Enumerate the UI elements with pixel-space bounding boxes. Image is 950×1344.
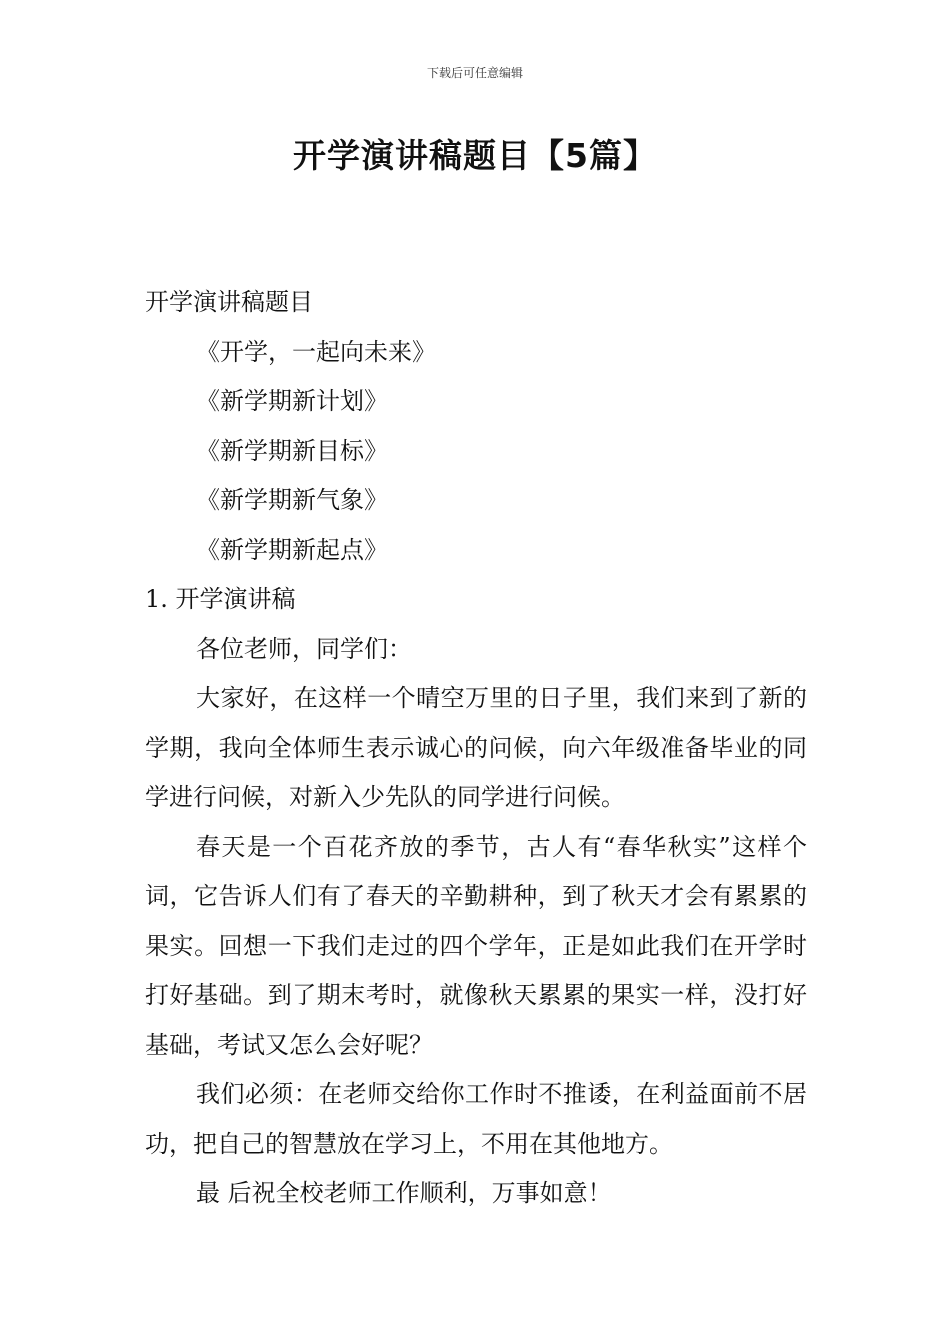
speech-heading: 1. 开学演讲稿 <box>145 585 296 613</box>
topic-item: 《新学期新起点》 <box>196 535 388 564</box>
greeting: 各位老师，同学们： <box>196 634 412 663</box>
paragraph: 春天是一个百花齐放的季节，古人有“春华秋实”这样个词，它告诉人们有了春天的辛勤耕种，到了秋天才会有累累的果实。回想一下我们走过的四个学年，正是如此我们在开学时打好基础。到了期末考时，就像秋天累累的果实一样，没打好基础，考试又怎么会好呢？ <box>145 832 807 1059</box>
topic-item: 《新学期新目标》 <box>196 436 388 465</box>
section-heading: 开学演讲稿题目 <box>145 288 313 316</box>
header-note: 下载后可任意编辑 <box>426 66 523 80</box>
topic-item: 《新学期新气象》 <box>196 486 388 514</box>
document-title: 开学演讲稿题目【5篇】 <box>293 136 657 175</box>
paragraph: 大家好，在这样一个晴空万里的日子里，我们来到了新的学期，我向全体师生表示诚心的问候，向六年级准备毕业的同学进行问候，对新入少先队的同学进行问候。 <box>145 684 807 811</box>
topic-item: 《新学期新计划》 <box>196 387 388 415</box>
closing-line: 最 后祝全校老师工作顺利，万事如意！ <box>196 1179 612 1207</box>
document-body <box>145 278 807 1219</box>
topic-item: 《开学，一起向未来》 <box>196 337 436 366</box>
paragraph: 我们必须：在老师交给你工作时不推诿，在利益面前不居功，把自己的智慧放在学习上，不用在其他地方。 <box>145 1080 807 1158</box>
